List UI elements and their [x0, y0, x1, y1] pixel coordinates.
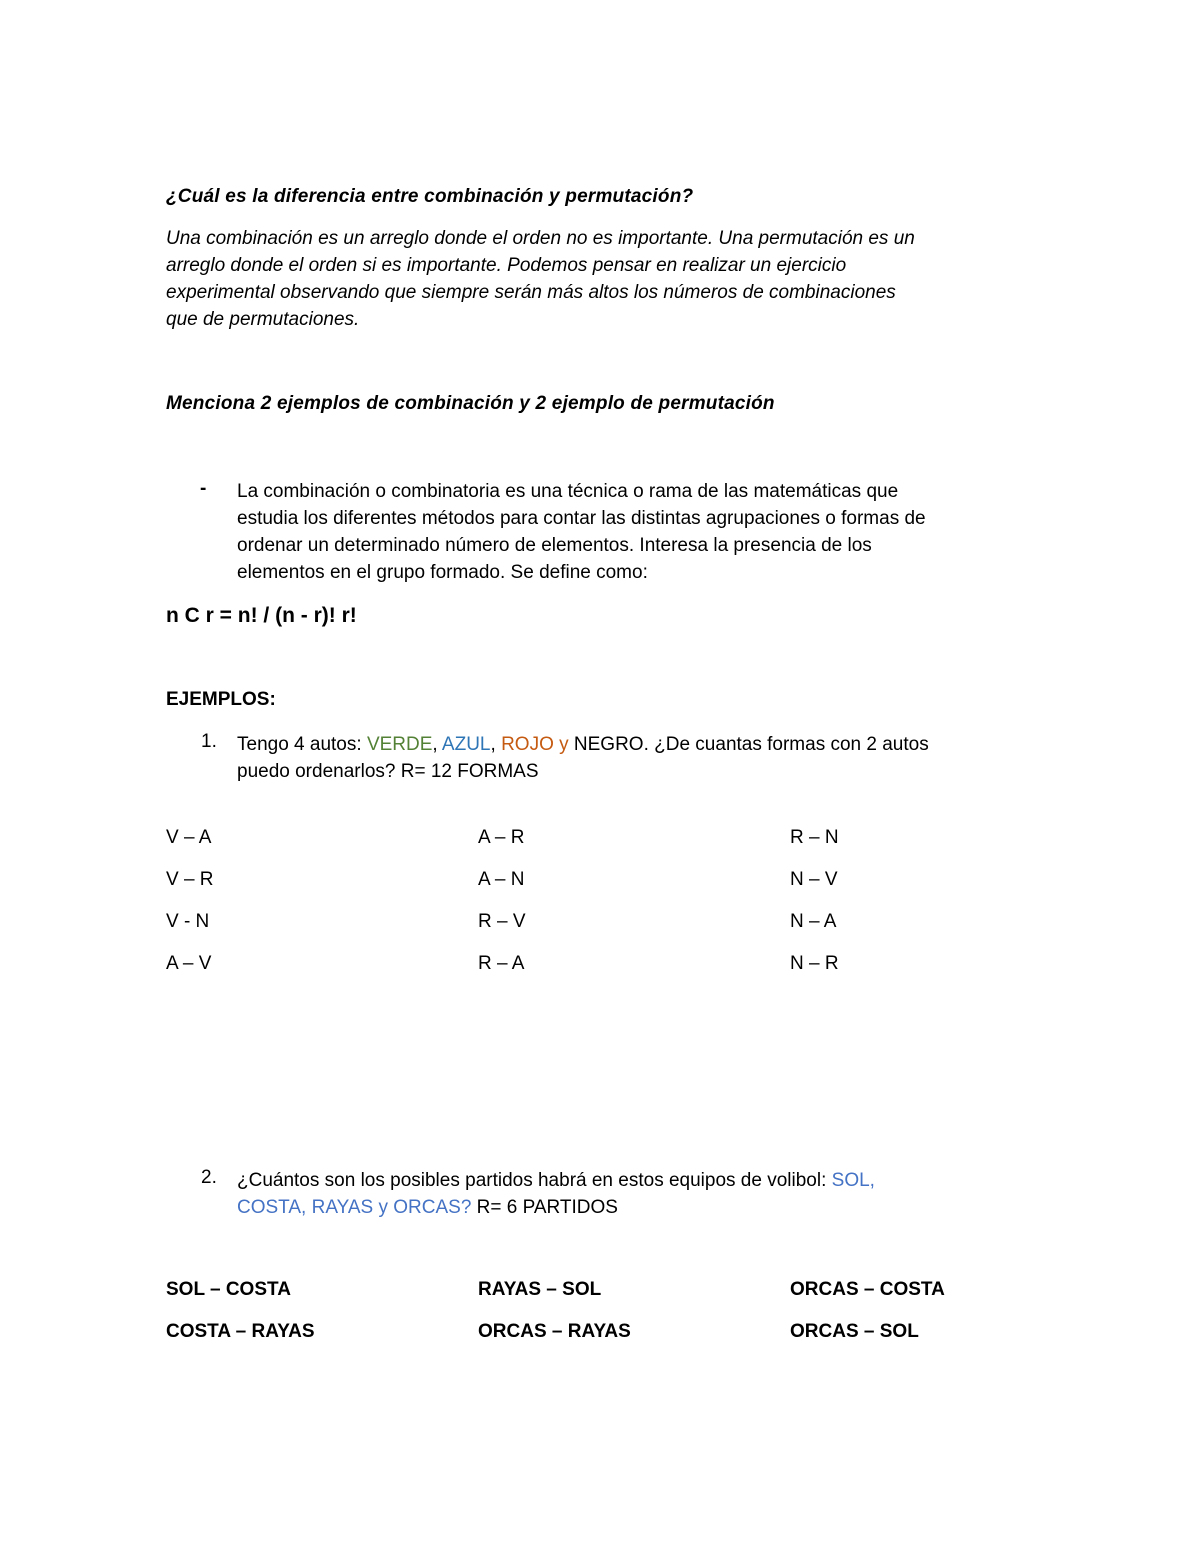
pair-cell: A – N [478, 869, 525, 890]
match-cell: COSTA – RAYAS [166, 1321, 315, 1342]
examples-heading: EJEMPLOS: [166, 689, 276, 710]
example-2-answer: R= 6 PARTIDOS [471, 1197, 618, 1218]
pair-cell: N – R [790, 953, 839, 974]
example-1-question: . ¿De cuantas formas con 2 autos [643, 734, 929, 755]
example-2-prefix: ¿Cuántos son los posibles partidos habrá en estos equipos de volibol: [237, 1170, 832, 1191]
pair-cell: A – R [478, 827, 525, 848]
example-1-text [237, 731, 1067, 785]
answer-line: Una combinación es un arreglo donde el orden no es importante. Una permutación es un [166, 228, 915, 249]
bullet-line: estudia los diferentes métodos para contar las distintas agrupaciones o formas de [237, 508, 926, 529]
pair-cell: V – R [166, 869, 214, 890]
match-cell: ORCAS – COSTA [790, 1279, 945, 1300]
pair-cell: V – A [166, 827, 212, 848]
bullet-line: La combinación o combinatoria es una técnica o rama de las matemáticas que [237, 481, 899, 502]
bullet-line: elementos en el grupo formado. Se define como: [237, 562, 648, 583]
question-1-answer [166, 225, 1036, 333]
pair-cell: N – V [790, 869, 838, 890]
example-1-prefix: Tengo 4 autos: [237, 734, 367, 755]
example-1-line-2: puedo ordenarlos? R= 12 FORMAS [237, 761, 539, 782]
pair-cell: N – A [790, 911, 837, 932]
answer-line: arreglo donde el orden si es importante. Podemos pensar en realizar un ejercicio [166, 255, 847, 276]
pair-cell: R – V [478, 911, 526, 932]
color-rojo-word: ROJO y [501, 734, 569, 755]
question-2-title: Menciona 2 ejemplos de combinación y 2 ejemplo de permutación [166, 393, 775, 414]
color-verde-word: VERDE [366, 734, 433, 755]
example-2-line-1 [237, 1167, 1067, 1194]
pair-cell: V - N [166, 911, 210, 932]
team-names-part-1: SOL, [831, 1170, 875, 1191]
separator: , [490, 734, 502, 755]
pair-cell: A – V [166, 953, 212, 974]
separator: , [432, 734, 442, 755]
match-cell: ORCAS – RAYAS [478, 1321, 631, 1342]
example-1-number: 1. [201, 731, 217, 752]
bullet-dash-marker: - [200, 478, 207, 499]
pair-cell: R – N [790, 827, 839, 848]
bullet-paragraph [237, 478, 1067, 586]
example-2-text [237, 1167, 1067, 1221]
match-cell: ORCAS – SOL [790, 1321, 919, 1342]
team-names-part-2: COSTA, RAYAS y ORCAS? [237, 1197, 472, 1218]
color-azul-word: AZUL [441, 734, 491, 755]
question-1-title: ¿Cuál es la diferencia entre combinación y permutación? [166, 186, 694, 207]
example-2-number: 2. [201, 1167, 217, 1188]
match-cell: RAYAS – SOL [478, 1279, 602, 1300]
answer-line: que de permutaciones. [166, 309, 360, 330]
pair-cell: R – A [478, 953, 525, 974]
example-2-line-2 [237, 1194, 1067, 1221]
match-cell: SOL – COSTA [166, 1279, 291, 1300]
combination-formula: n C r = n! / (n - r)! r! [166, 604, 357, 627]
example-1-line-1 [237, 731, 1067, 758]
answer-line: experimental observando que siempre serán más altos los números de combinaciones [166, 282, 896, 303]
color-negro-word: NEGRO [568, 734, 644, 755]
bullet-line: ordenar un determinado número de elementos. Interesa la presencia de los [237, 535, 872, 556]
